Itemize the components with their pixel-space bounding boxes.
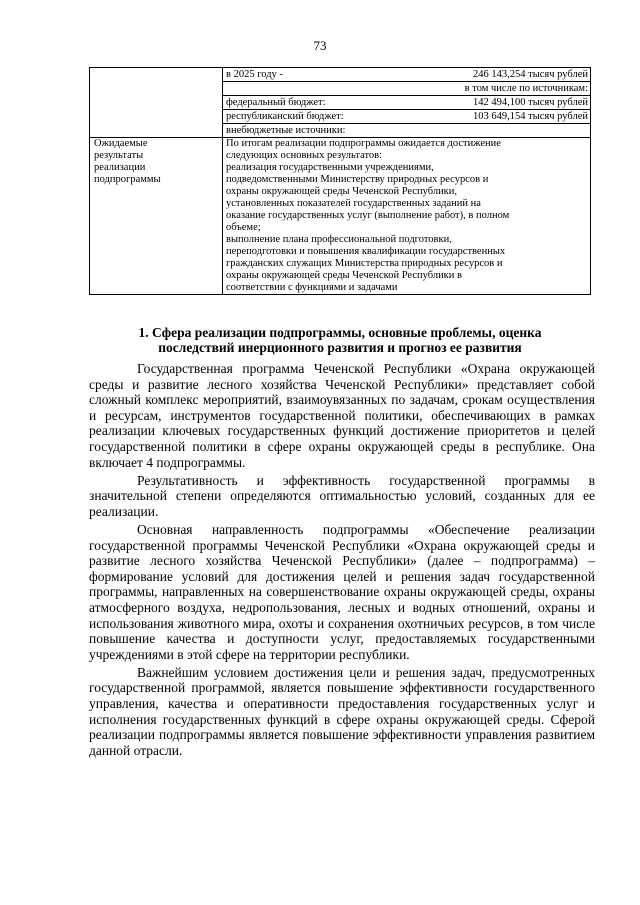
financing-cell [223,68,591,138]
result-line: переподготовки и повышения квалификации государственных [226,246,506,257]
page-number: 73 [313,38,327,53]
paragraph: Важнейшим условием достижения цели и решения задач, предусмотренных государственной программой, является повышение эффективности государственного управления, качества и оперативности предоставления государственных услуг и исполнения государственных функций в сфере охраны окружающей среды. Сферой реализации подпрограммы является повышение эффективности управления развитием данной отрасли. [89,664,595,758]
result-line: гражданских служащих Министерства природных ресурсов и [226,258,503,269]
result-line: охраны окружающей среды Чеченской Республики, [226,186,458,197]
result-line: объеме; [226,222,261,233]
expected-results-row [90,138,591,295]
result-line: реализация государственными учреждениями, [226,162,434,173]
section-heading-line1: 1. Сфера реализации подпрограммы, основные проблемы, оценка [138,325,542,340]
republic-value: 103 649,154 тысяч рублей [473,111,588,122]
subprogram-passport-table [89,67,591,295]
label-line: Ожидаемые [94,138,148,149]
year-2025-label: в 2025 году - [226,69,283,80]
label-line: подпрограммы [94,174,161,185]
result-line: оказание государственных услуг (выполнение работ), в полном [226,210,510,221]
expected-results-text [223,138,591,295]
paragraph: Основная направленность подпрограммы «Обеспечение реализации государственной программы Чеченской Республики «Охрана окружающей среды и развитие лесного хозяйства Чеченской Республики» (далее – подпрограмма) – формирование условий для достижения целей и решения задач государственной программы, направленных на совершенствование охраны окружающей среды, охраны атмосферного воздуха, недропользования, лесных и водных отношений, охраны и использования животного мира, охоты и сохранения охотничьих ресурсов, в том числе повышение качества и доступности услуг, предоставляемых государственными учреждениями в этой сфере на территории республики. [89,521,595,662]
paragraph: Государственная программа Чеченской Республики «Охрана окружающей среды и развитие лесного хозяйства Чеченской Республики» представляет собой сложный комплекс мероприятий, взаимоувязанных по задачам, срокам осуществления и ресурсам, инструментов государственной политики, обеспечивающих в рамках реализации ключевых государственных функций достижение приоритетов и целей государственной политики в сфере охраны окружающей среды в республике. Она включает 4 подпрограммы. [89,361,595,470]
result-line: соответствии с функциями и задачами [226,282,398,293]
result-line: подведомственными Министерству природных ресурсов и [226,174,489,185]
federal-label: федеральный бюджет: [226,97,326,108]
year-2025-value: 246 143,254 тысяч рублей [473,69,588,80]
extrabudget-row [223,124,590,137]
expected-results-label [90,138,223,295]
label-line: результаты [94,150,144,161]
result-line: охраны окружающей среды Чеченской Республики в [226,270,462,281]
result-line: установленных показателей государственных заданий на [226,198,481,209]
result-line: По итогам реализации подпрограммы ожидается достижение [226,138,501,149]
extrabudget-label: внебюджетные источники: [226,125,346,136]
section-body [89,361,595,761]
republic-label: республиканский бюджет: [226,111,344,122]
section-heading [89,325,591,355]
label-line: реализации [94,162,146,173]
federal-value: 142 494,100 тысяч рублей [473,97,588,108]
financing-label-cell [90,68,223,138]
financing-row [90,68,591,138]
year-2025-row [223,68,590,82]
result-line: выполнение плана профессиональной подготовки, [226,234,452,245]
sources-header: в том числе по источникам: [464,83,588,94]
result-line: следующих основных результатов: [226,150,383,161]
paragraph: Результативность и эффективность государственной программы в значительной степени определяются оптимальностью условий, созданных для ее реализации. [89,472,595,519]
republic-row [223,110,590,124]
section-heading-line2: последствий инерционного развития и прогноз ее развития [158,340,522,355]
sources-header-row [223,82,590,96]
federal-row [223,96,590,110]
